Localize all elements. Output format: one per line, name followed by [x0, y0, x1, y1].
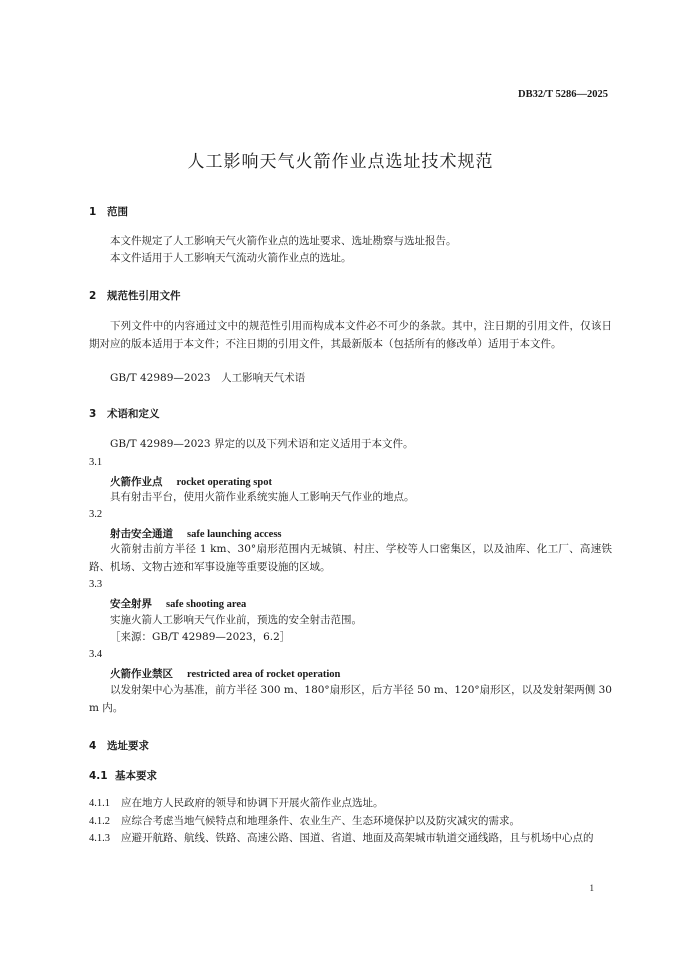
reference-item: GB/T 42989—2023 人工影响天气术语	[110, 372, 306, 384]
term-english: safe shooting area	[166, 599, 247, 610]
section-4-heading	[89, 738, 149, 753]
section-1-heading	[89, 204, 128, 219]
requirement-number: 4.1.2	[89, 816, 110, 827]
section-number: 3	[89, 408, 97, 420]
requirement-item	[89, 795, 384, 810]
subsection-title: 基本要求	[115, 770, 157, 782]
term-english: restricted area of rocket operation	[187, 669, 341, 680]
term-number: 3.1	[89, 457, 103, 468]
term-chinese: 火箭作业禁区	[110, 668, 173, 680]
normative-references-paragraph: 下列文件中的内容通过文中的规范性引用而构成本文件必不可少的条款。其中，注日期的引用文件，仅该日期对应的版本适用于本文件；不注日期的引用文件，其最新版本（包括所有的修改单）适用于本文件。	[89, 320, 612, 350]
section-title: 规范性引用文件	[107, 290, 181, 302]
terms-intro: GB/T 42989—2023 界定的以及下列术语和定义适用于本文件。	[110, 438, 414, 450]
requirement-item	[89, 830, 594, 845]
section-3-heading	[89, 406, 160, 421]
term-title	[110, 666, 340, 681]
document-number: DB32/T 5286—2025	[518, 89, 608, 100]
section-title: 范围	[107, 206, 128, 218]
subsection-number: 4.1	[89, 770, 108, 782]
term-english: rocket operating spot	[176, 477, 272, 488]
term-english: safe launching access	[187, 529, 282, 540]
term-chinese: 火箭作业点	[110, 476, 163, 488]
term-number: 3.2	[89, 509, 103, 520]
subsection-heading	[89, 768, 157, 783]
section-title: 选址要求	[107, 740, 149, 752]
term-definition: 火箭射击前方半径 1 km、30°扇形范围内无城镇、村庄、学校等人口密集区，以及油库、化工厂、高速铁路、机场、文物古迹和军事设施等重要设施的区域。	[89, 543, 612, 573]
term-title	[110, 474, 272, 489]
term-chinese: 射击安全通道	[110, 528, 173, 540]
requirement-item	[89, 813, 520, 828]
section-number: 4	[89, 740, 97, 752]
document-title: 人工影响天气火箭作业点选址技术规范	[187, 152, 494, 172]
section-number: 2	[89, 290, 97, 302]
requirement-text: 应在地方人民政府的领导和协调下开展火箭作业点选址。	[121, 797, 384, 809]
requirement-number: 4.1.3	[89, 833, 110, 844]
requirement-text: 应综合考虑当地气候特点和地理条件、农业生产、生态环境保护以及防灾减灾的需求。	[121, 815, 520, 827]
section-number: 1	[89, 206, 97, 218]
section-2-heading	[89, 288, 181, 303]
term-definition: 具有射击平台，使用火箭作业系统实施人工影响天气作业的地点。	[110, 491, 415, 503]
term-definition: 以发射架中心为基准，前方半径 300 m、180°扇形区，后方半径 50 m、120°扇形区，以及发射架两侧 30 m 内。	[89, 684, 612, 714]
requirement-text: 应避开航路、航线、铁路、高速公路、国道、省道、地面及高架城市轨道交通线路，且与机场中心点的	[121, 832, 594, 844]
term-definition: 实施火箭人工影响天气作业前，预选的安全射击范围。	[110, 614, 362, 626]
section-title: 术语和定义	[107, 408, 160, 420]
requirement-number: 4.1.1	[89, 798, 110, 809]
term-number: 3.3	[89, 579, 103, 590]
term-title	[110, 526, 282, 541]
term-number: 3.4	[89, 649, 103, 660]
term-chinese: 安全射界	[110, 598, 152, 610]
scope-paragraph-1: 本文件规定了人工影响天气火箭作业点的选址要求、选址勘察与选址报告。	[110, 235, 457, 247]
term-source: ［来源：GB/T 42989—2023，6.2］	[110, 631, 291, 643]
page-number: 1	[589, 883, 594, 893]
term-title	[110, 596, 246, 611]
scope-paragraph-2: 本文件适用于人工影响天气流动火箭作业点的选址。	[110, 252, 352, 264]
